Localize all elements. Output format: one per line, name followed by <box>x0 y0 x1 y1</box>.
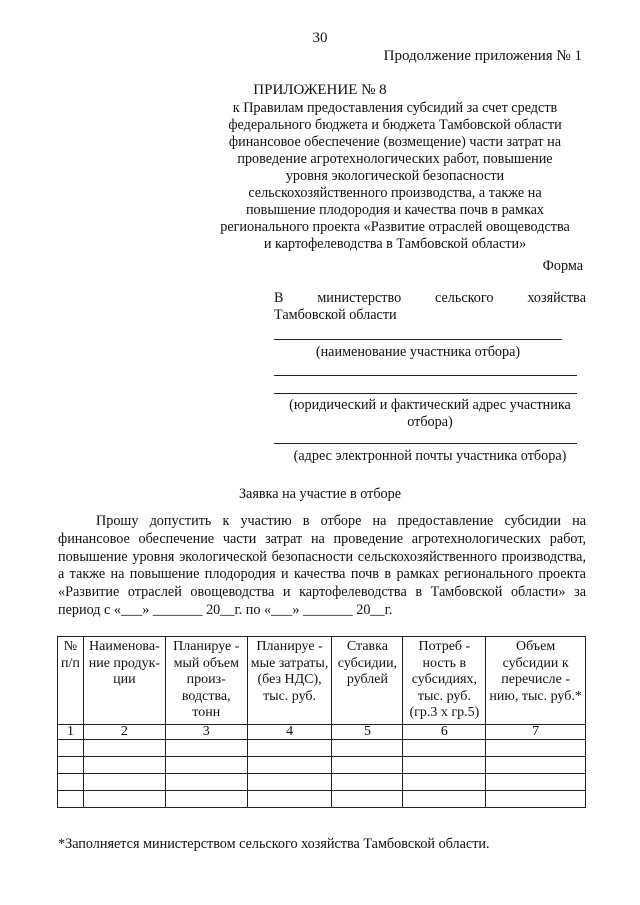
appendix-description <box>205 100 585 253</box>
page-number: 30 <box>312 30 328 46</box>
addressee-line-2: Тамбовской области <box>274 307 397 323</box>
participant-address-caption <box>274 397 586 431</box>
addressee-line-1: В министерство сельского хозяйства <box>274 290 586 306</box>
request-title: Заявка на участие в отборе <box>238 486 402 502</box>
form-label: Форма <box>542 258 583 274</box>
column-number: 2 <box>83 724 165 739</box>
table-header-row <box>58 637 586 725</box>
footnote: *Заполняется министерством сельского хозяйства Тамбовской области. <box>58 836 490 852</box>
header-cell-costs: Планируе - мые затраты, (без НДС), тыс. руб. <box>247 637 332 725</box>
appendix-line: сельскохозяйственного производства, а также на <box>248 185 542 201</box>
header-cell-need: Потреб - ность в субсидиях, тыс. руб. (гр.3 х гр.5) <box>403 637 486 725</box>
appendix-line: к Правилам предоставления субсидий за счет средств <box>232 100 558 116</box>
address-caption-line-2: отбора) <box>407 414 453 430</box>
column-number: 5 <box>332 724 403 739</box>
participant-name-caption: (наименование участника отбора) <box>315 344 521 360</box>
participant-name-line[interactable] <box>274 339 562 340</box>
table-row[interactable] <box>58 739 586 756</box>
table-row[interactable] <box>58 756 586 773</box>
table-row[interactable] <box>58 790 586 807</box>
header-cell-volume: Планируе - мый объем произ-водства, тонн <box>165 637 247 725</box>
participant-email-line[interactable] <box>274 443 577 444</box>
column-number: 4 <box>247 724 332 739</box>
header-cell-number: № п/п <box>58 637 84 725</box>
continuation-label: Продолжение приложения № 1 <box>383 48 582 64</box>
appendix-line: повышение плодородия и качества почв в рамках <box>245 202 545 218</box>
column-number: 1 <box>58 724 84 739</box>
table-column-numbers-row <box>58 724 586 739</box>
appendix-title: ПРИЛОЖЕНИЕ № 8 <box>253 82 387 98</box>
header-cell-transfer: Объем субсидии к перечисле - нию, тыс. руб.* <box>486 637 586 725</box>
column-number: 7 <box>486 724 586 739</box>
table-row[interactable] <box>58 773 586 790</box>
appendix-line: финансовое обеспечение (возмещение) части затрат на <box>228 134 562 150</box>
participant-address-line-2[interactable] <box>274 393 577 394</box>
participant-address-line-1[interactable] <box>274 375 577 376</box>
appendix-line: и картофелеводства в Тамбовской области» <box>263 236 527 252</box>
appendix-line: регионального проекта «Развитие отраслей овощеводства <box>220 219 570 235</box>
address-caption-line-1: (юридический и фактический адрес участника <box>289 397 571 413</box>
subsidy-table <box>57 636 586 808</box>
appendix-line: уровня экологической безопасности <box>285 168 505 184</box>
header-cell-rate: Ставка субсидии, рублей <box>332 637 403 725</box>
column-number: 3 <box>165 724 247 739</box>
request-paragraph: Прошу допустить к участию в отборе на предоставление субсидии на финансовое обеспечение части затрат на проведение агротехнологических работ, повышение уровня экологической безопасности сельскохозяйственного производства, а также на повышение плодородия и качества почв в рамках регионального проекта «Развитие отраслей овощеводства и картофелеводства в Тамбовской области» за период с «___» _______ 20__г. по «___» _______ 20__г. <box>58 513 586 618</box>
column-number: 6 <box>403 724 486 739</box>
appendix-line: федерального бюджета и бюджета Тамбовской области <box>228 117 562 133</box>
participant-email-caption: (адрес электронной почты участника отбора) <box>293 448 567 464</box>
appendix-line: проведение агротехнологических работ, повышение <box>237 151 553 167</box>
header-cell-product: Наименова-ние продук-ции <box>83 637 165 725</box>
